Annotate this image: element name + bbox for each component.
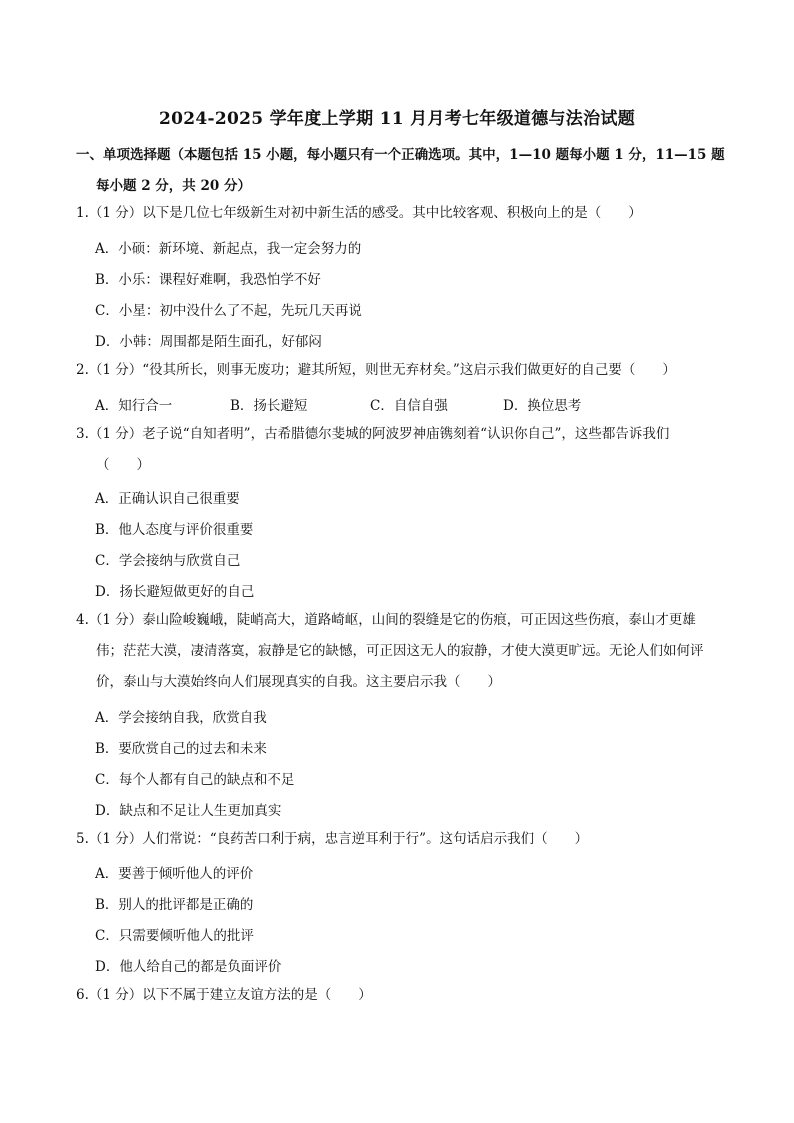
question-stem-continued: （ ） <box>96 457 150 473</box>
option-d: D．小韩：周围都是陌生面孔，好郁闷 <box>95 334 322 350</box>
question-6 <box>76 980 730 1011</box>
question-1 <box>76 198 730 229</box>
options-row <box>95 394 581 414</box>
question-4 <box>76 605 730 698</box>
option-b: B．小乐：课程好难啊，我恐怕学不好 <box>95 272 321 288</box>
section-heading-line-2: 每小题 2 分，共 20 分） <box>96 178 251 194</box>
option-d: D．扬长避短做更好的自己 <box>95 584 255 600</box>
option-a: A．正确认识自己很重要 <box>95 491 240 507</box>
option-d: D．他人给自己的都是负面评价 <box>95 959 282 975</box>
question-stem: 2.（1 分）“役其所长，则事无废功；避其所短，则世无弃材矣。”这启示我们做更好的自己要（ ） <box>76 362 676 378</box>
option-c: C．小星：初中没什么了不起，先玩几天再说 <box>95 303 362 319</box>
section-heading-line-1: 一、单项选择题（本题包括 15 小题，每小题只有一个正确选项。其中，1—10 题每小题 1 分，11—15 题 <box>76 147 725 163</box>
question-stem: 4.（1 分）泰山险峻巍峨，陡峭高大，道路崎岖，山间的裂缝是它的伤痕，可正因这些伤痕，泰山才更雄 <box>76 612 696 628</box>
option-c: C．只需要倾听他人的批评 <box>95 928 254 944</box>
option-b: B．别人的批评都是正确的 <box>95 897 254 913</box>
question-stem-continued-2: 价，泰山与大漠始终向人们展现真实的自我。这主要启示我（ ） <box>96 674 501 690</box>
question-stem-continued: 伟；茫茫大漠，凄清落寞，寂静是它的缺憾，可正因这无人的寂静，才使大漠更旷远。无论人们如何评 <box>96 643 704 659</box>
option-d: D．换位思考 <box>503 398 582 414</box>
page-title: 2024-2025 学年度上学期 11 月月考七年级道德与法治试题 <box>159 109 635 129</box>
option-a: A．要善于倾听他人的评价 <box>95 866 254 882</box>
question-stem: 1.（1 分）以下是几位七年级新生对初中新生活的感受。其中比较客观、积极向上的是（ ） <box>76 205 642 221</box>
section-heading <box>76 140 726 202</box>
option-b: B．他人态度与评价很重要 <box>95 522 254 538</box>
question-2 <box>76 355 730 386</box>
option-a: A．小硕：新环境、新起点，我一定会努力的 <box>95 241 362 257</box>
option-a: A．学会接纳自我，欣赏自我 <box>95 710 267 726</box>
option-c: C．自信自强 <box>370 398 448 414</box>
question-stem: 3.（1 分）老子说“自知者明”，古希腊德尔斐城的阿波罗神庙镌刻着“认识你自己”，这些都告诉我们 <box>76 426 670 442</box>
option-c: C．学会接纳与欣赏自己 <box>95 553 241 569</box>
question-stem: 5.（1 分）人们常说：“良药苦口利于病，忠言逆耳利于行”。这句话启示我们（ ） <box>76 831 589 847</box>
option-a: A．知行合一 <box>95 398 173 414</box>
option-b: B．要欣赏自己的过去和未来 <box>95 741 267 757</box>
question-5 <box>76 824 730 855</box>
option-d: D．缺点和不足让人生更加真实 <box>95 803 282 819</box>
option-c: C．每个人都有自己的缺点和不足 <box>95 772 295 788</box>
option-b: B．扬长避短 <box>230 398 308 414</box>
question-3 <box>76 419 730 481</box>
question-stem: 6.（1 分）以下不属于建立友谊方法的是（ ） <box>76 987 372 1003</box>
